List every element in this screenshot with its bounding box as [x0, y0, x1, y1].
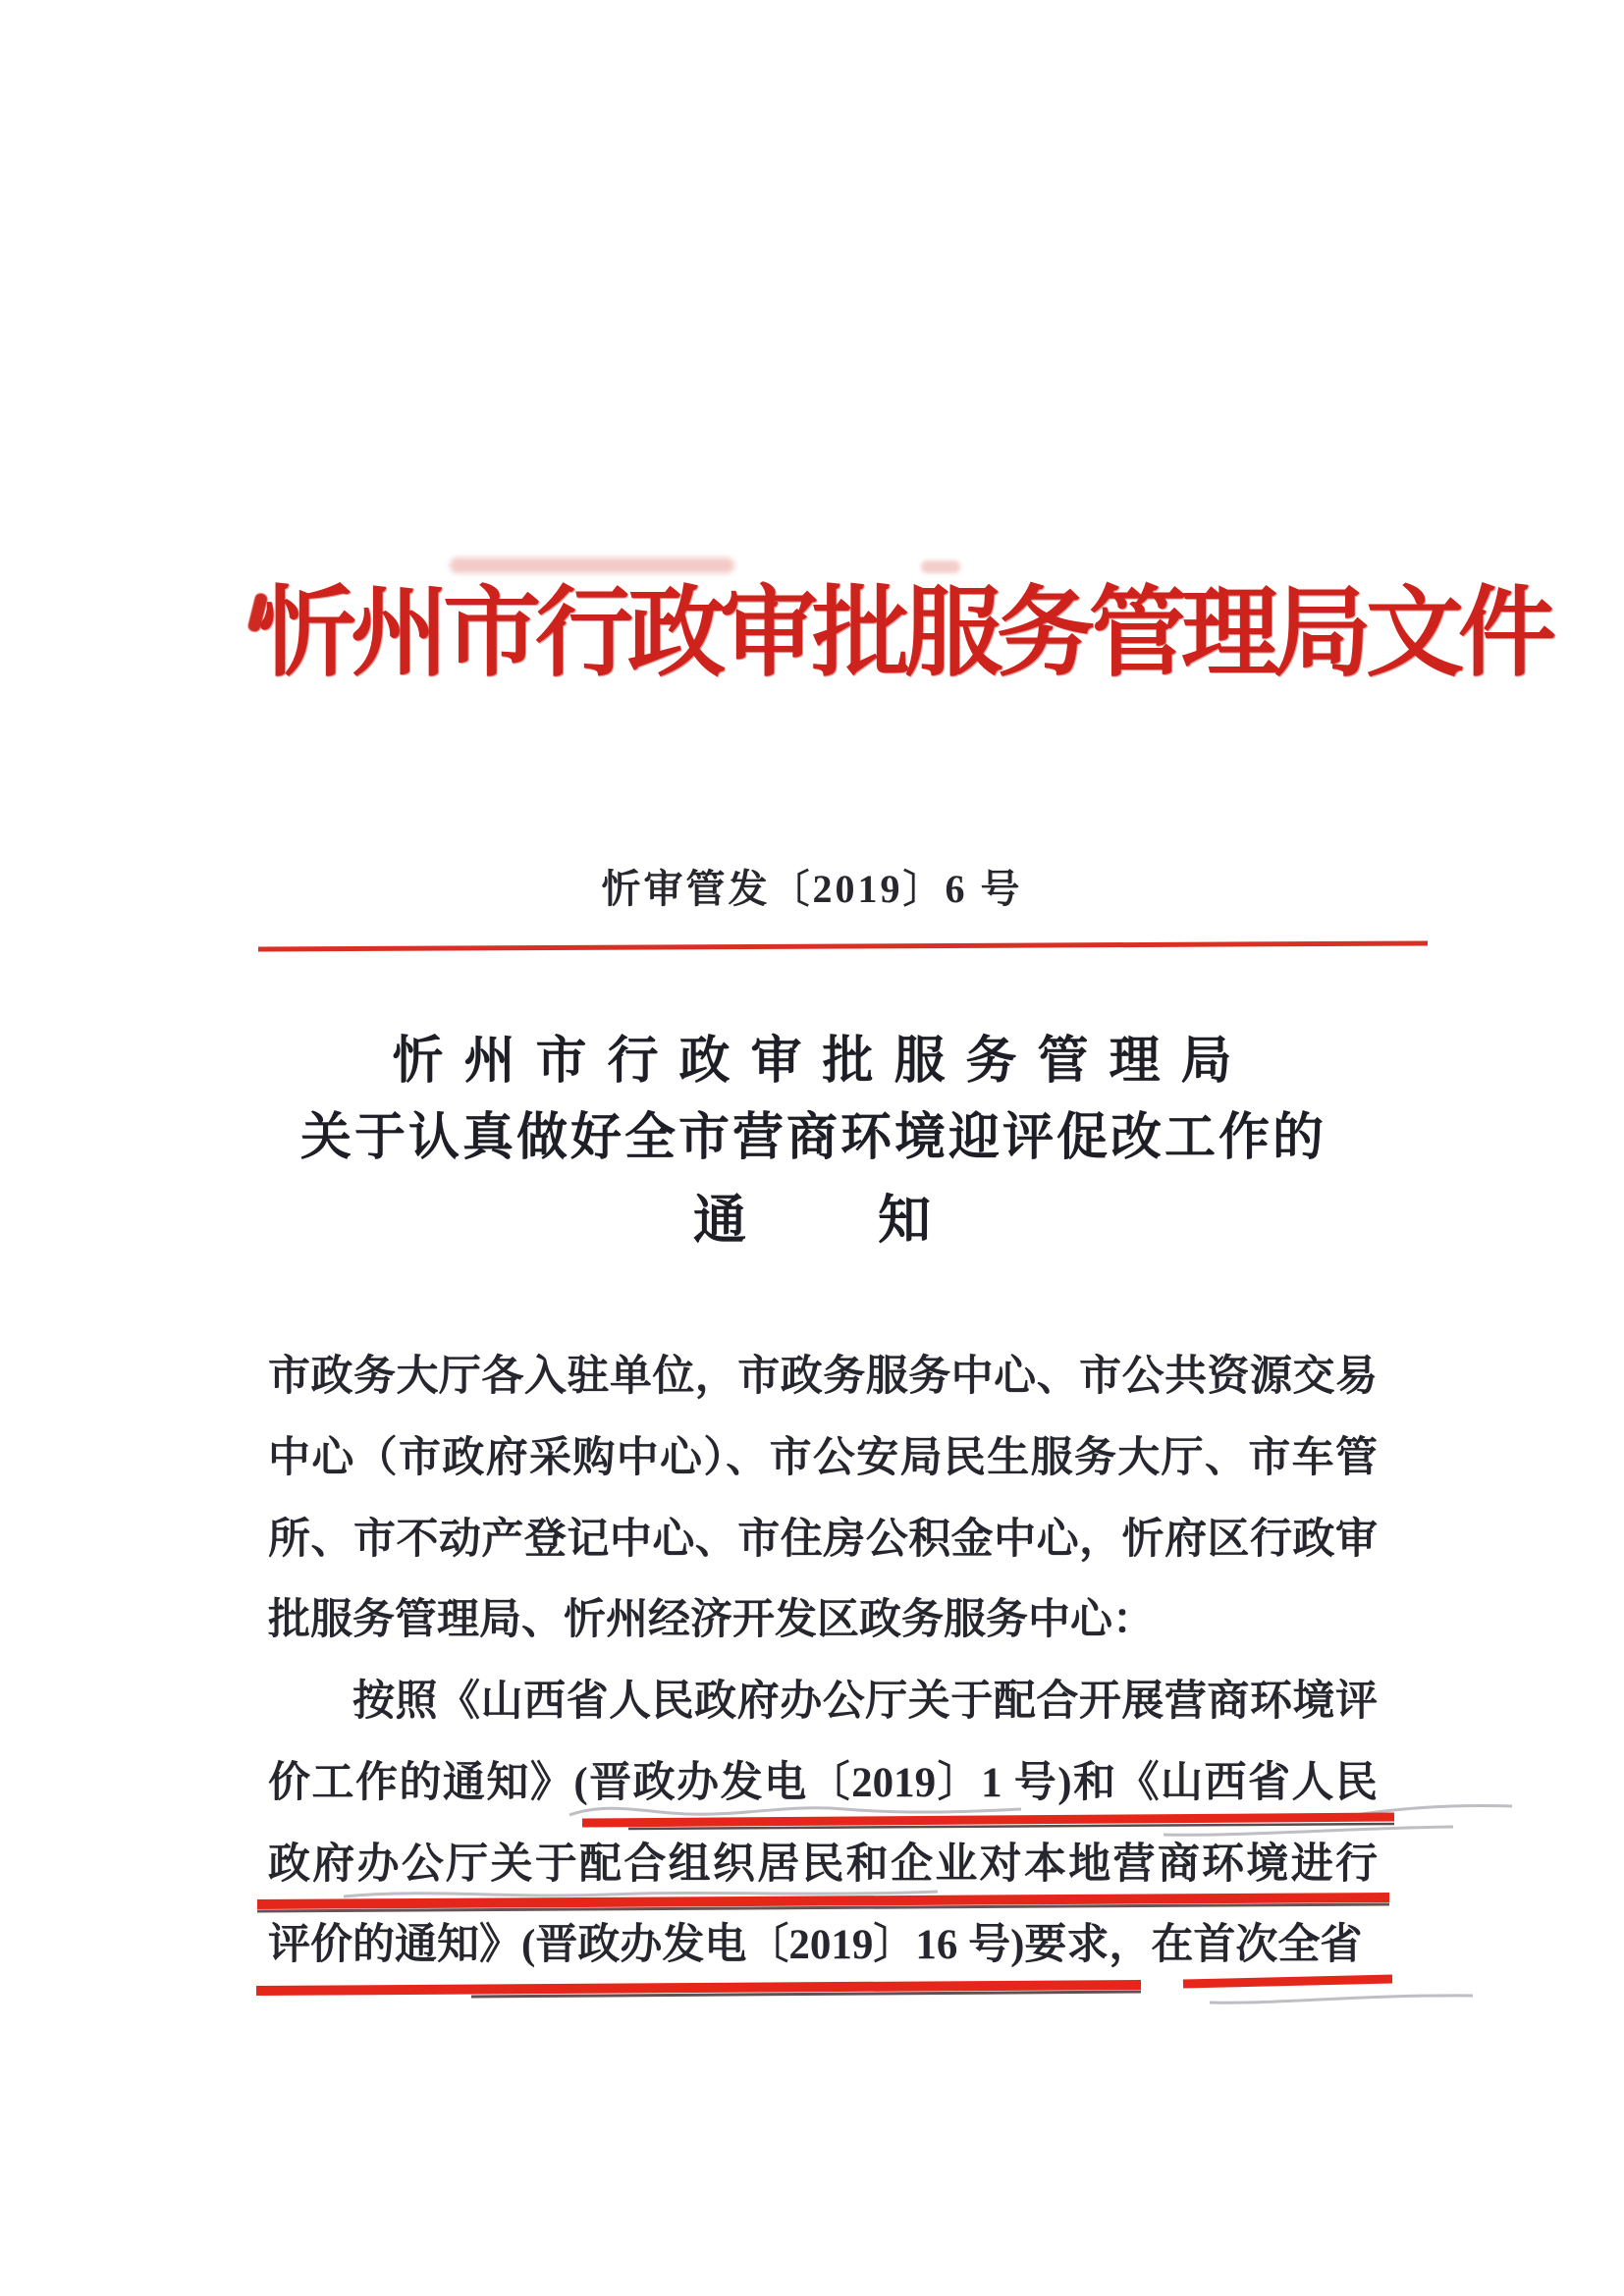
- body-line: 批服务管理局、忻州经济开发区政务服务中心：: [268, 1597, 1155, 1644]
- body-line: 按照《山西省人民政府办公厅关于配合开展营商环境评: [352, 1679, 1378, 1725]
- letterhead-title: 忻州市行政审批服务管理局文件: [258, 579, 1550, 688]
- document-title-line-2: 关于认真做好全市营商环境迎评促改工作的: [299, 1110, 1326, 1166]
- body-line: 政府办公厅关于配合组织居民和企业对本地营商环境进行: [268, 1841, 1378, 1888]
- document-title-line-3: [0, 1178, 1624, 1254]
- letterhead-separator-line: [258, 943, 1428, 949]
- body-line: 价工作的通知》(晋政办发电〔2019〕1 号)和《山西省人民: [268, 1759, 1378, 1806]
- body-text: [268, 1337, 1378, 1987]
- body-line: 评价的通知》(晋政办发电〔2019〕16 号)要求，在首次全省: [268, 1922, 1363, 1969]
- body-line: 所、市不动产登记中心、市住房公积金中心，忻府区行政审: [268, 1516, 1378, 1563]
- body-line: 中心（市政府采购中心）、市公安局民生服务大厅、市车管: [268, 1434, 1378, 1481]
- document-title-line-1: 忻州市行政审批服务管理局: [392, 1034, 1253, 1090]
- document-number: 忻审管发〔2019〕6 号: [601, 867, 1023, 911]
- pencil-squiggle: [1355, 1806, 1512, 1815]
- notice-char-right: 知: [878, 1191, 931, 1250]
- pencil-squiggle: [1210, 1996, 1473, 2002]
- body-line: 市政务大厅各入驻单位，市政务服务中心、市公共资源交易: [268, 1354, 1378, 1400]
- red-underline-shadow: [471, 1992, 1141, 1997]
- scan-smudge: [921, 561, 960, 573]
- scan-smudge: [450, 558, 734, 573]
- notice-char-left: 通: [693, 1191, 746, 1250]
